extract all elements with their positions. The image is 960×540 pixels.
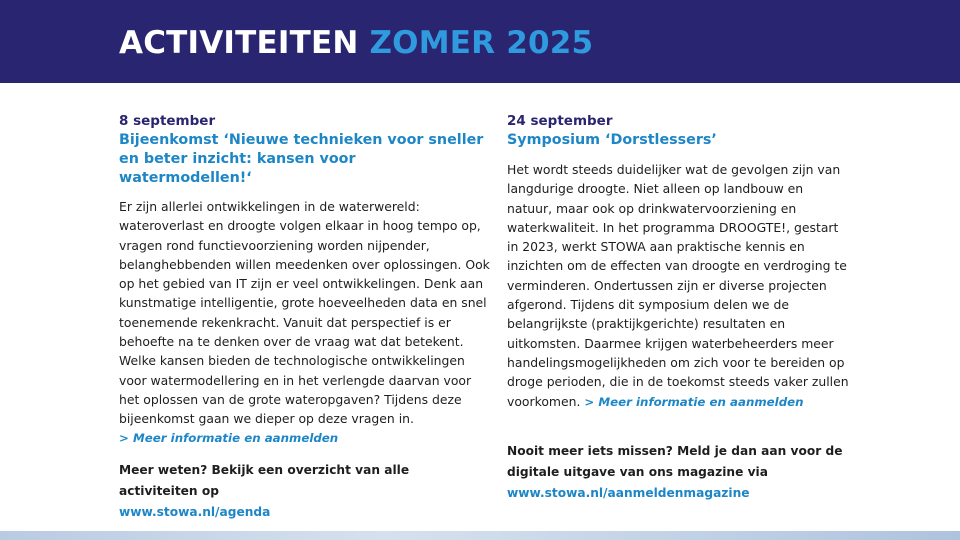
event-title: Symposium ‘Dorstlessers’ xyxy=(507,132,717,148)
event-date: 8 september xyxy=(119,113,216,129)
agenda-note xyxy=(119,460,491,523)
event-description: Er zijn allerlei ontwikkelingen in de waterwereld: wateroverlast en droogte volgen elkaar in hoog tempo op, vragen rond functievoorziening worden nijpender, belanghebbenden willen meedenken over oplossingen. Ook op het gebied van IT zijn er veel ontwikkelingen. Denk aan kunstmatige intelligentie, grote hoeveelheden data en snel toenemende rekenkracht. Vanuit dat perspectief is er behoefte na te denken over de vraag wat dat betekent. Welke kansen bieden de technologische ontwikkelingen voor watermodellering en in het verlengde daarvan voor het oplossen van de grote wateropgaven? Tijdens deze bijeenkomst gaan we dieper op deze vragen in. xyxy=(119,199,490,427)
more-info-link[interactable]: > Meer informatie en aanmelden xyxy=(584,394,804,409)
title-accent: ZOMER 2025 xyxy=(369,25,594,61)
magazine-signup-link[interactable]: www.stowa.nl/aanmeldenmagazine xyxy=(507,486,750,500)
magazine-note xyxy=(507,441,852,504)
title-main: ACTIVITEITEN xyxy=(119,25,359,61)
page-title xyxy=(119,24,593,62)
magazine-note-text: Nooit meer iets missen? Meld je dan aan voor de digitale uitgave van ons magazine via xyxy=(507,444,843,479)
event-date: 24 september xyxy=(507,113,613,129)
header-banner xyxy=(0,0,960,83)
more-info-link[interactable]: > Meer informatie en aanmelden xyxy=(119,430,339,445)
event-right xyxy=(507,112,852,412)
event-description: Het wordt steeds duidelijker wat de gevolgen zijn van langdurige droogte. Niet alleen op landbouw en natuur, maar ook op drinkwatervoorziening en waterkwaliteit. In het programma DROOGTE!, gestart in 2023, werkt STOWA aan praktische kennis en inzichten om de effecten van droogte en verdroging te verminderen. Ondertussen zijn er diverse projecten afgerond. Tijdens dit symposium delen we de belangrijkste (praktijkgerichte) resultaten en uitkomsten. Daarmee krijgen waterbeheerders meer handelingsmogelijkheden om zich voor te bereiden op droge perioden, die in de toekomst steeds vaker zullen voorkomen. xyxy=(507,162,849,409)
event-left xyxy=(119,112,491,448)
agenda-link[interactable]: www.stowa.nl/agenda xyxy=(119,505,271,519)
decorative-bottom-strip xyxy=(0,531,960,540)
event-description-wrapper xyxy=(507,160,852,412)
agenda-note-text: Meer weten? Bekijk een overzicht van alle activiteiten op xyxy=(119,463,410,498)
event-title: Bijeenkomst ‘Nieuwe technieken voor sneller en beter inzicht: kansen voor watermodellen!‘ xyxy=(119,132,484,186)
